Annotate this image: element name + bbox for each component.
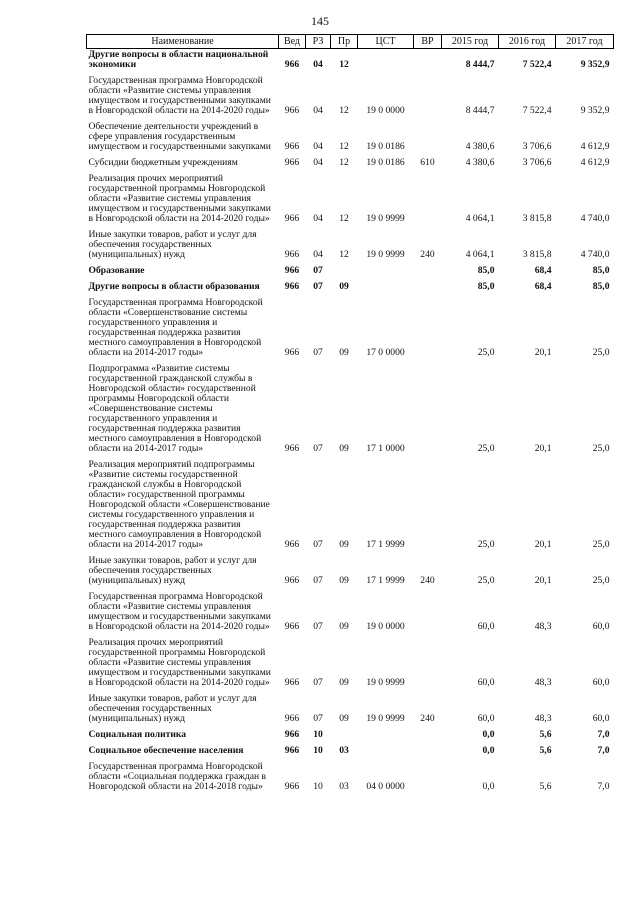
row-name: Государственная программа Новгородской области «Социальная поддержка граждан в Новгородской области на 2014-2018 годы» xyxy=(88,761,267,792)
row-2016: 3 815,8 xyxy=(522,249,552,260)
row-ved: 966 xyxy=(284,621,300,632)
row-pr: 09 xyxy=(339,281,349,292)
row-pr: 12 xyxy=(339,141,349,152)
row-cst: 17 1 9999 xyxy=(366,539,405,550)
row-2015: 25,0 xyxy=(477,539,495,550)
row-2017: 4 612,9 xyxy=(580,157,610,168)
row-pr: 12 xyxy=(339,59,349,70)
col-name-header: Наименование xyxy=(87,35,279,49)
row-ved: 966 xyxy=(284,677,300,688)
table-row xyxy=(87,745,614,761)
row-cst xyxy=(358,281,414,297)
row-2017: 4 740,0 xyxy=(580,249,610,260)
row-2015: 60,0 xyxy=(477,621,495,632)
row-2015: 25,0 xyxy=(477,347,495,358)
row-cst xyxy=(358,729,414,745)
row-2015: 85,0 xyxy=(477,281,495,292)
row-2016: 5,6 xyxy=(539,745,552,756)
row-2017: 85,0 xyxy=(592,265,610,276)
col-vr-header: ВР xyxy=(414,35,442,49)
row-2015: 4 064,1 xyxy=(465,249,495,260)
row-vr xyxy=(414,591,442,637)
row-cst: 19 0 9999 xyxy=(366,677,405,688)
row-pr: 12 xyxy=(339,157,349,168)
row-2017: 85,0 xyxy=(592,281,610,292)
row-2016: 3 706,6 xyxy=(522,157,552,168)
row-cst: 19 0 9999 xyxy=(366,713,405,724)
row-2017: 9 352,9 xyxy=(580,59,610,70)
row-rz: 10 xyxy=(313,781,323,792)
row-ved: 966 xyxy=(284,745,300,756)
row-2016: 5,6 xyxy=(539,729,552,740)
table-row xyxy=(87,265,614,281)
row-name: Обеспечение деятельности учреждений в сфере управления государственным имуществом и государственными закупками xyxy=(88,121,271,152)
row-ved: 966 xyxy=(284,575,300,586)
row-ved: 966 xyxy=(284,281,300,292)
row-2015: 0,0 xyxy=(482,729,495,740)
row-cst: 19 0 0000 xyxy=(366,105,405,116)
row-2017: 25,0 xyxy=(592,539,610,550)
row-name: Реализация прочих мероприятий государственной программы Новгородской области «Развитие системы управления имуществом и государственными закупками в Новгородской области на 2014-2020 годы» xyxy=(88,637,271,688)
row-vr xyxy=(414,173,442,229)
row-name: Государственная программа Новгородской области «Развитие системы управления имуществом и государственными закупками в Новгородской области на 2014-2020 годы» xyxy=(88,75,271,116)
row-vr xyxy=(414,729,442,745)
table-row xyxy=(87,297,614,363)
row-2016: 20,1 xyxy=(534,443,552,454)
row-pr: 09 xyxy=(339,621,349,632)
row-2015: 0,0 xyxy=(482,781,495,792)
row-cst: 19 0 9999 xyxy=(366,249,405,260)
table-row xyxy=(87,555,614,591)
row-pr xyxy=(331,729,358,745)
table-row xyxy=(87,363,614,459)
col-rz-header: РЗ xyxy=(306,35,331,49)
table-row xyxy=(87,229,614,265)
row-2017: 7,0 xyxy=(597,781,610,792)
row-rz: 10 xyxy=(313,729,323,740)
row-rz: 07 xyxy=(313,265,323,276)
row-2015: 4 064,1 xyxy=(465,213,495,224)
row-vr: 240 xyxy=(420,713,435,724)
row-cst xyxy=(358,49,414,76)
row-rz: 07 xyxy=(313,281,323,292)
row-vr xyxy=(414,637,442,693)
row-ved: 966 xyxy=(284,249,300,260)
row-2017: 25,0 xyxy=(592,443,610,454)
row-2017: 25,0 xyxy=(592,575,610,586)
row-cst: 19 0 0186 xyxy=(366,141,405,152)
row-rz: 10 xyxy=(313,745,323,756)
row-vr xyxy=(414,761,442,797)
row-ved: 966 xyxy=(284,713,300,724)
row-2017: 60,0 xyxy=(592,713,610,724)
col-2017-header: 2017 год xyxy=(556,35,614,49)
row-2015: 60,0 xyxy=(477,677,495,688)
row-2016: 48,3 xyxy=(534,713,552,724)
table-body xyxy=(87,49,614,798)
row-rz: 04 xyxy=(313,213,323,224)
row-2016: 7 522,4 xyxy=(522,59,552,70)
row-ved: 966 xyxy=(284,729,300,740)
row-pr: 09 xyxy=(339,677,349,688)
row-name: Другие вопросы в области национальной экономики xyxy=(88,49,269,70)
row-name: Социальное обеспечение населения xyxy=(88,745,244,756)
row-pr: 12 xyxy=(339,105,349,116)
row-2015: 4 380,6 xyxy=(465,157,495,168)
row-rz: 04 xyxy=(313,157,323,168)
row-name: Реализация прочих мероприятий государственной программы Новгородской области «Развитие системы управления имуществом и государственными закупками в Новгородской области на 2014-2020 годы» xyxy=(88,173,271,224)
row-vr xyxy=(414,121,442,157)
row-rz: 07 xyxy=(313,621,323,632)
row-ved: 966 xyxy=(284,347,300,358)
row-pr: 03 xyxy=(339,781,349,792)
table-row xyxy=(87,693,614,729)
row-cst: 04 0 0000 xyxy=(366,781,405,792)
row-cst xyxy=(358,265,414,281)
table-row xyxy=(87,281,614,297)
row-pr: 12 xyxy=(339,213,349,224)
row-2015: 25,0 xyxy=(477,443,495,454)
row-rz: 04 xyxy=(313,105,323,116)
row-name: Социальная политика xyxy=(88,729,187,740)
row-2017: 60,0 xyxy=(592,621,610,632)
row-ved: 966 xyxy=(284,265,300,276)
row-2016: 3 815,8 xyxy=(522,213,552,224)
row-2016: 3 706,6 xyxy=(522,141,552,152)
row-2017: 9 352,9 xyxy=(580,105,610,116)
table-row xyxy=(87,157,614,173)
page-number: 145 xyxy=(311,14,329,28)
row-pr: 12 xyxy=(339,249,349,260)
row-pr xyxy=(331,265,358,281)
table-row xyxy=(87,173,614,229)
row-pr: 09 xyxy=(339,575,349,586)
table-row xyxy=(87,637,614,693)
row-cst: 17 0 0000 xyxy=(366,347,405,358)
row-pr: 09 xyxy=(339,713,349,724)
row-2015: 25,0 xyxy=(477,575,495,586)
row-2016: 48,3 xyxy=(534,621,552,632)
row-pr: 03 xyxy=(339,745,349,756)
row-pr: 09 xyxy=(339,539,349,550)
col-cst-header: ЦСТ xyxy=(358,35,414,49)
table-row xyxy=(87,761,614,797)
row-name: Субсидии бюджетным учреждениям xyxy=(88,157,238,168)
row-pr: 09 xyxy=(339,443,349,454)
row-vr xyxy=(414,297,442,363)
table-header xyxy=(87,35,614,49)
row-cst: 19 0 0186 xyxy=(366,157,405,168)
row-name: Иные закупки товаров, работ и услуг для обеспечения государственных (муниципальных) нужд xyxy=(88,555,257,586)
row-ved: 966 xyxy=(284,443,300,454)
row-vr: 610 xyxy=(420,157,435,168)
row-rz: 07 xyxy=(313,713,323,724)
table-row xyxy=(87,121,614,157)
row-cst: 17 1 0000 xyxy=(366,443,405,454)
row-2015: 60,0 xyxy=(477,713,495,724)
row-pr: 09 xyxy=(339,347,349,358)
row-ved: 966 xyxy=(284,781,300,792)
row-2017: 7,0 xyxy=(597,745,610,756)
row-2017: 4 612,9 xyxy=(580,141,610,152)
row-name: Реализация мероприятий подпрограммы «Развитие системы государственной гражданской службы в Новгородской области» государственной программы Новгородской области «Совершенствование системы государственного управления и государственная поддержка развития местного самоуправления в Новгородской области на 2014-2017 годы» xyxy=(88,459,270,550)
table-row xyxy=(87,459,614,555)
row-rz: 07 xyxy=(313,347,323,358)
row-rz: 04 xyxy=(313,249,323,260)
row-2017: 25,0 xyxy=(592,347,610,358)
row-ved: 966 xyxy=(284,141,300,152)
row-ved: 966 xyxy=(284,157,300,168)
row-2016: 20,1 xyxy=(534,539,552,550)
row-vr xyxy=(414,265,442,281)
col-pr-header: Пр xyxy=(331,35,358,49)
row-2015: 8 444,7 xyxy=(465,59,495,70)
row-2015: 4 380,6 xyxy=(465,141,495,152)
row-vr xyxy=(414,75,442,121)
row-2016: 20,1 xyxy=(534,575,552,586)
row-vr xyxy=(414,281,442,297)
row-name: Государственная программа Новгородской области «Развитие системы управления имуществом и государственными закупками в Новгородской области на 2014-2020 годы» xyxy=(88,591,271,632)
row-name: Иные закупки товаров, работ и услуг для обеспечения государственных (муниципальных) нужд xyxy=(88,229,257,260)
row-ved: 966 xyxy=(284,59,300,70)
row-vr xyxy=(414,363,442,459)
row-name: Образование xyxy=(88,265,145,276)
row-2015: 8 444,7 xyxy=(465,105,495,116)
budget-table xyxy=(86,34,614,797)
row-2016: 20,1 xyxy=(534,347,552,358)
row-rz: 07 xyxy=(313,539,323,550)
row-2016: 7 522,4 xyxy=(522,105,552,116)
row-cst xyxy=(358,745,414,761)
row-ved: 966 xyxy=(284,105,300,116)
row-ved: 966 xyxy=(284,213,300,224)
row-2016: 68,4 xyxy=(534,281,552,292)
row-rz: 07 xyxy=(313,443,323,454)
row-2017: 60,0 xyxy=(592,677,610,688)
row-vr xyxy=(414,745,442,761)
row-vr xyxy=(414,459,442,555)
row-2016: 68,4 xyxy=(534,265,552,276)
table-row xyxy=(87,75,614,121)
col-2016-header: 2016 год xyxy=(499,35,556,49)
row-rz: 07 xyxy=(313,677,323,688)
col-ved-header: Вед xyxy=(279,35,306,49)
row-cst: 17 1 9999 xyxy=(366,575,405,586)
row-rz: 07 xyxy=(313,575,323,586)
row-ved: 966 xyxy=(284,539,300,550)
row-2017: 4 740,0 xyxy=(580,213,610,224)
row-vr: 240 xyxy=(420,249,435,260)
table-row xyxy=(87,49,614,76)
row-2016: 48,3 xyxy=(534,677,552,688)
row-2016: 5,6 xyxy=(539,781,552,792)
col-2015-header: 2015 год xyxy=(442,35,499,49)
table-row xyxy=(87,591,614,637)
row-cst: 19 0 9999 xyxy=(366,213,405,224)
row-2015: 0,0 xyxy=(482,745,495,756)
row-name: Подпрограмма «Развитие системы государственной гражданской службы в Новгородской области» государственной программы Новгородской области «Совершенствование системы государственного управления и государственная поддержка развития местного самоуправления в Новгородской области на 2014-2017 годы» xyxy=(88,363,262,454)
row-name: Государственная программа Новгородской области «Совершенствование системы государственного управления и государственная поддержка развития местного самоуправления в Новгородской области на 2014-2017 годы» xyxy=(88,297,263,358)
row-vr xyxy=(414,49,442,76)
table-row xyxy=(87,729,614,745)
row-rz: 04 xyxy=(313,59,323,70)
row-cst: 19 0 0000 xyxy=(366,621,405,632)
row-2017: 7,0 xyxy=(597,729,610,740)
row-name: Другие вопросы в области образования xyxy=(88,281,260,292)
row-2015: 85,0 xyxy=(477,265,495,276)
row-rz: 04 xyxy=(313,141,323,152)
row-name: Иные закупки товаров, работ и услуг для обеспечения государственных (муниципальных) нужд xyxy=(88,693,257,724)
row-vr: 240 xyxy=(420,575,435,586)
